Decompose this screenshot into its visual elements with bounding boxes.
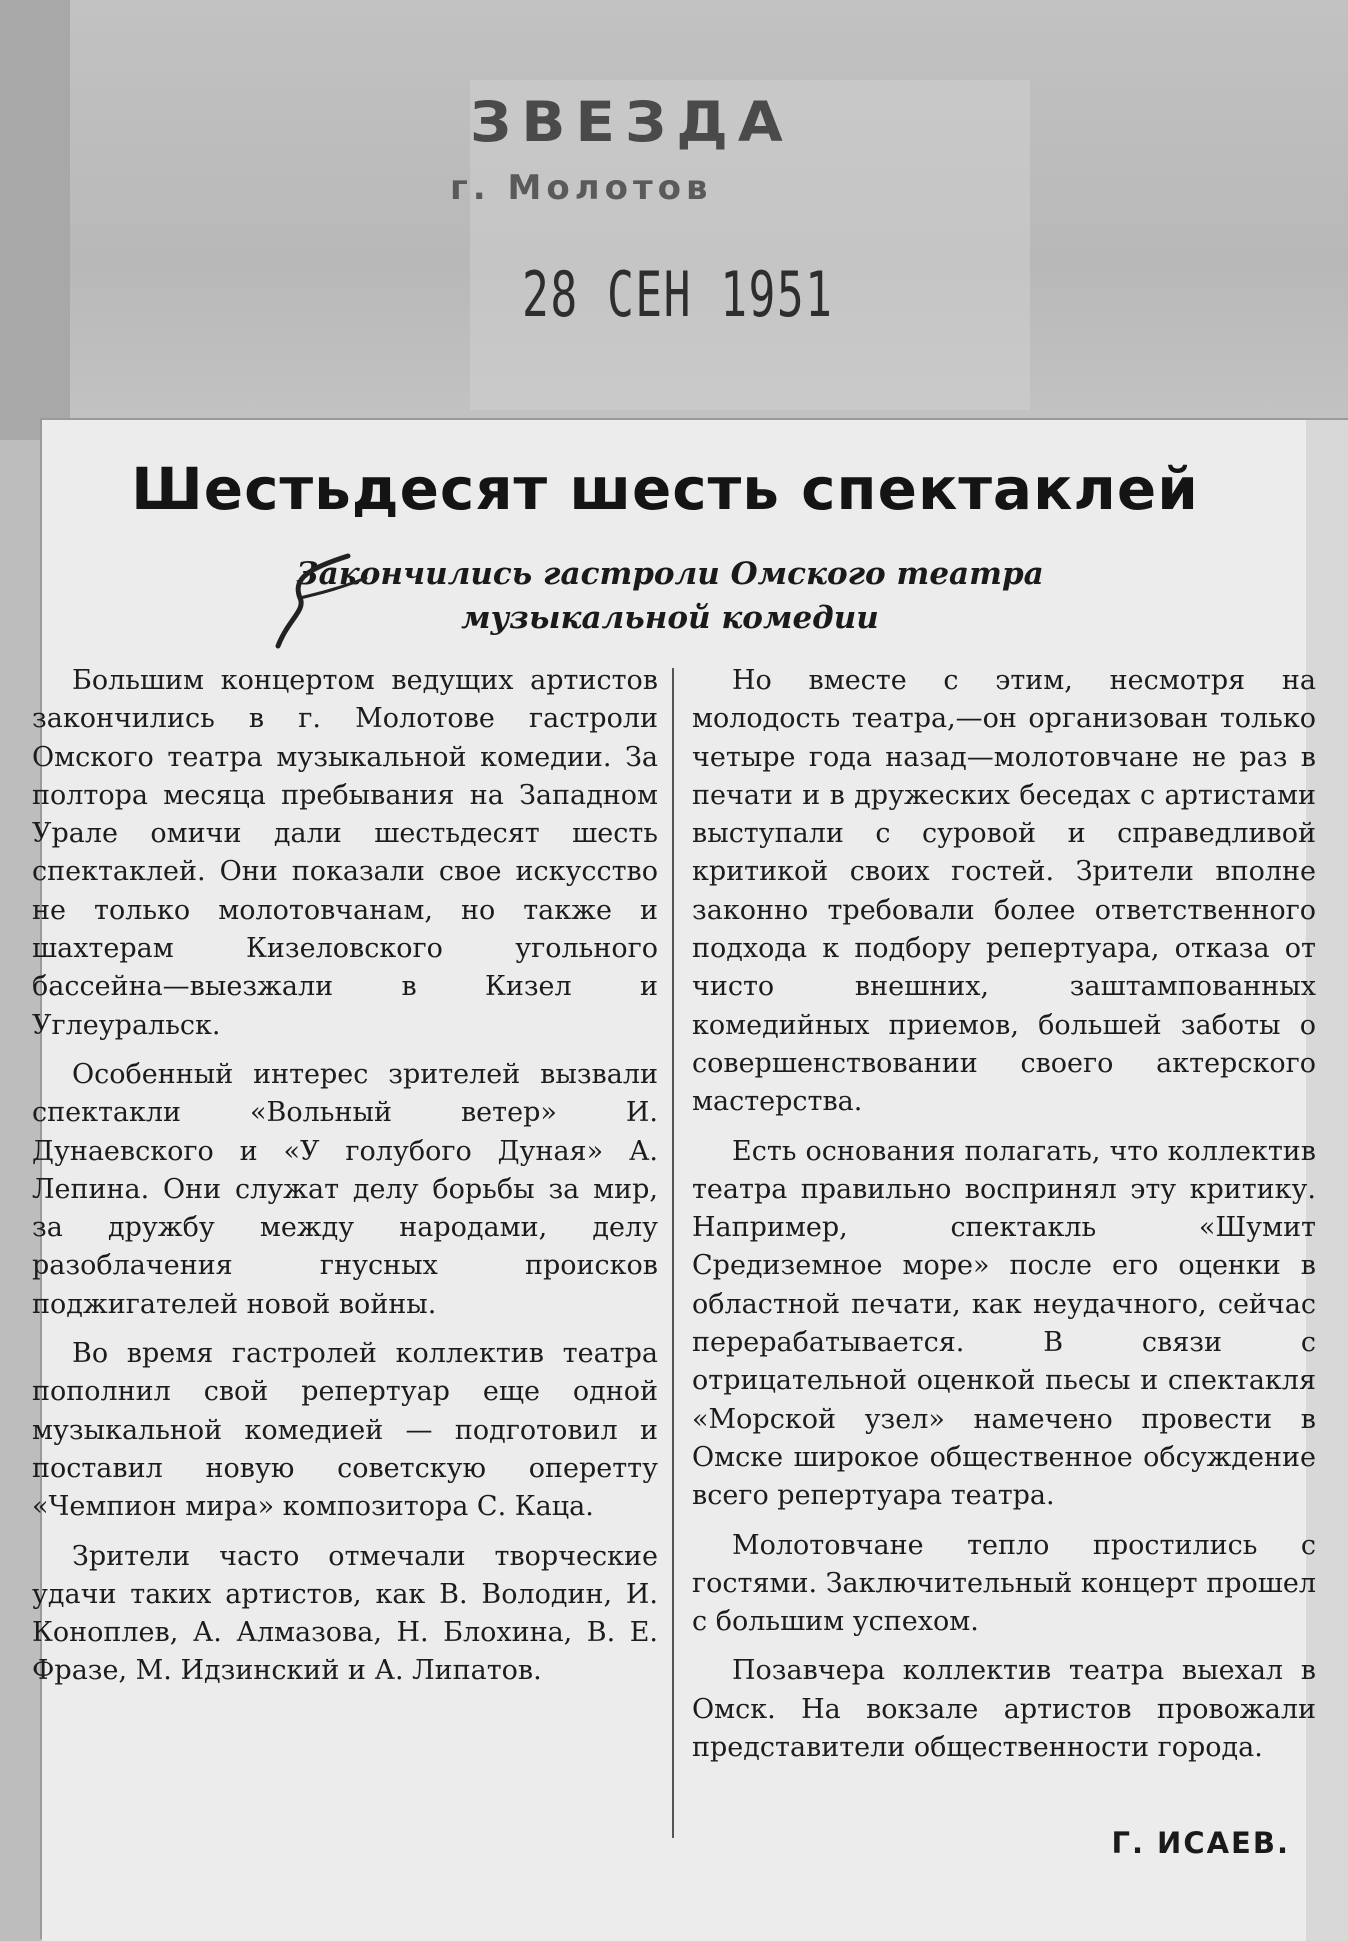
article-right-column <box>692 662 1316 1778</box>
article-paragraph: Зрители часто отмечали творческие удачи таких артистов, как В. Володин, И. Коноплев, А. Алмазова, Н. Блохина, В. Е. Фразе, М. Идзинский и А. Липатов. <box>32 1540 658 1687</box>
article-paragraph: Молотовчане тепло простились с гостями. Заключительный концерт прошел с большим успехом. <box>692 1529 1316 1638</box>
stamp-date: 28 СЕН 1951 <box>522 258 834 331</box>
article-paragraph: Но вместе с этим, несмотря на молодость театра,—он организован только четыре года назад—молотовчане не раз в печати и в дружеских беседах с артистами выступали с суровой и справедливой критикой своих гостей. Зрители вполне законно требовали более ответственного подхода к подбору репертуара, отказа от чисто внешних, заштампованных комедийных приемов, большей заботы о совершенствовании своего актерского мастерства. <box>692 665 1316 1118</box>
article-paragraph: Особенный интерес зрителей вызвали спектакли «Вольный ветер» И. Дунаевского и «У голубого Дуная» А. Лепина. Они служат делу борьбы за мир, за дружбу между народами, делу разоблачения гнусных происков поджигателей новой войны. <box>32 1058 658 1320</box>
article-paragraph: Во время гастролей коллектив театра пополнил свой репертуар еще одной музыкальной комедией — подготовил и поставил новую советскую оперетту «Чемпион мира» композитора С. Каца. <box>32 1338 658 1523</box>
article-paragraph: Позавчера коллектив театра выехал в Омск. На вокзале артистов провожали представители общественности города. <box>692 1655 1316 1764</box>
stamp-city: г. Молотов <box>450 168 713 208</box>
handwritten-pencil-mark <box>270 548 380 658</box>
column-divider <box>672 668 674 1838</box>
article-left-column <box>32 662 658 1702</box>
article-author-signature: Г. ИСАЕВ. <box>1111 1826 1290 1860</box>
subheadline-line-1: Закончились гастроли Омского театра <box>296 556 1044 592</box>
backing-sheet-edge <box>0 0 70 440</box>
article-headline: Шестьдесят шесть спектаклей <box>131 455 1199 523</box>
stamp-newspaper-name: ЗВЕЗДА <box>470 89 793 155</box>
article-paragraph: Есть основания полагать, что коллектив театра правильно воспринял эту критику. Например, спектакль «Шумит Средиземное море» после его оценки в областной печати, как неудачного, сейчас перерабатывается. В связи с отрицательной оценкой пьесы и спектакля «Морской узел» намечено провести в Омске широкое общественное обсуждение всего репертуара театра. <box>692 1135 1316 1512</box>
subheadline-line-2: музыкальной комедии <box>461 600 879 636</box>
article-paragraph: Большим концертом ведущих артистов закончились в г. Молотове гастроли Омского театра музыкальной комедии. За полтора месяца пребывания на Западном Урале омичи дали шестьдесят шесть спектаклей. Они показали свое искусство не только молотовчанам, но также и шахтерам Кизеловского угольного бассейна—выезжали в Кизел и Углеуральск. <box>32 665 658 1041</box>
